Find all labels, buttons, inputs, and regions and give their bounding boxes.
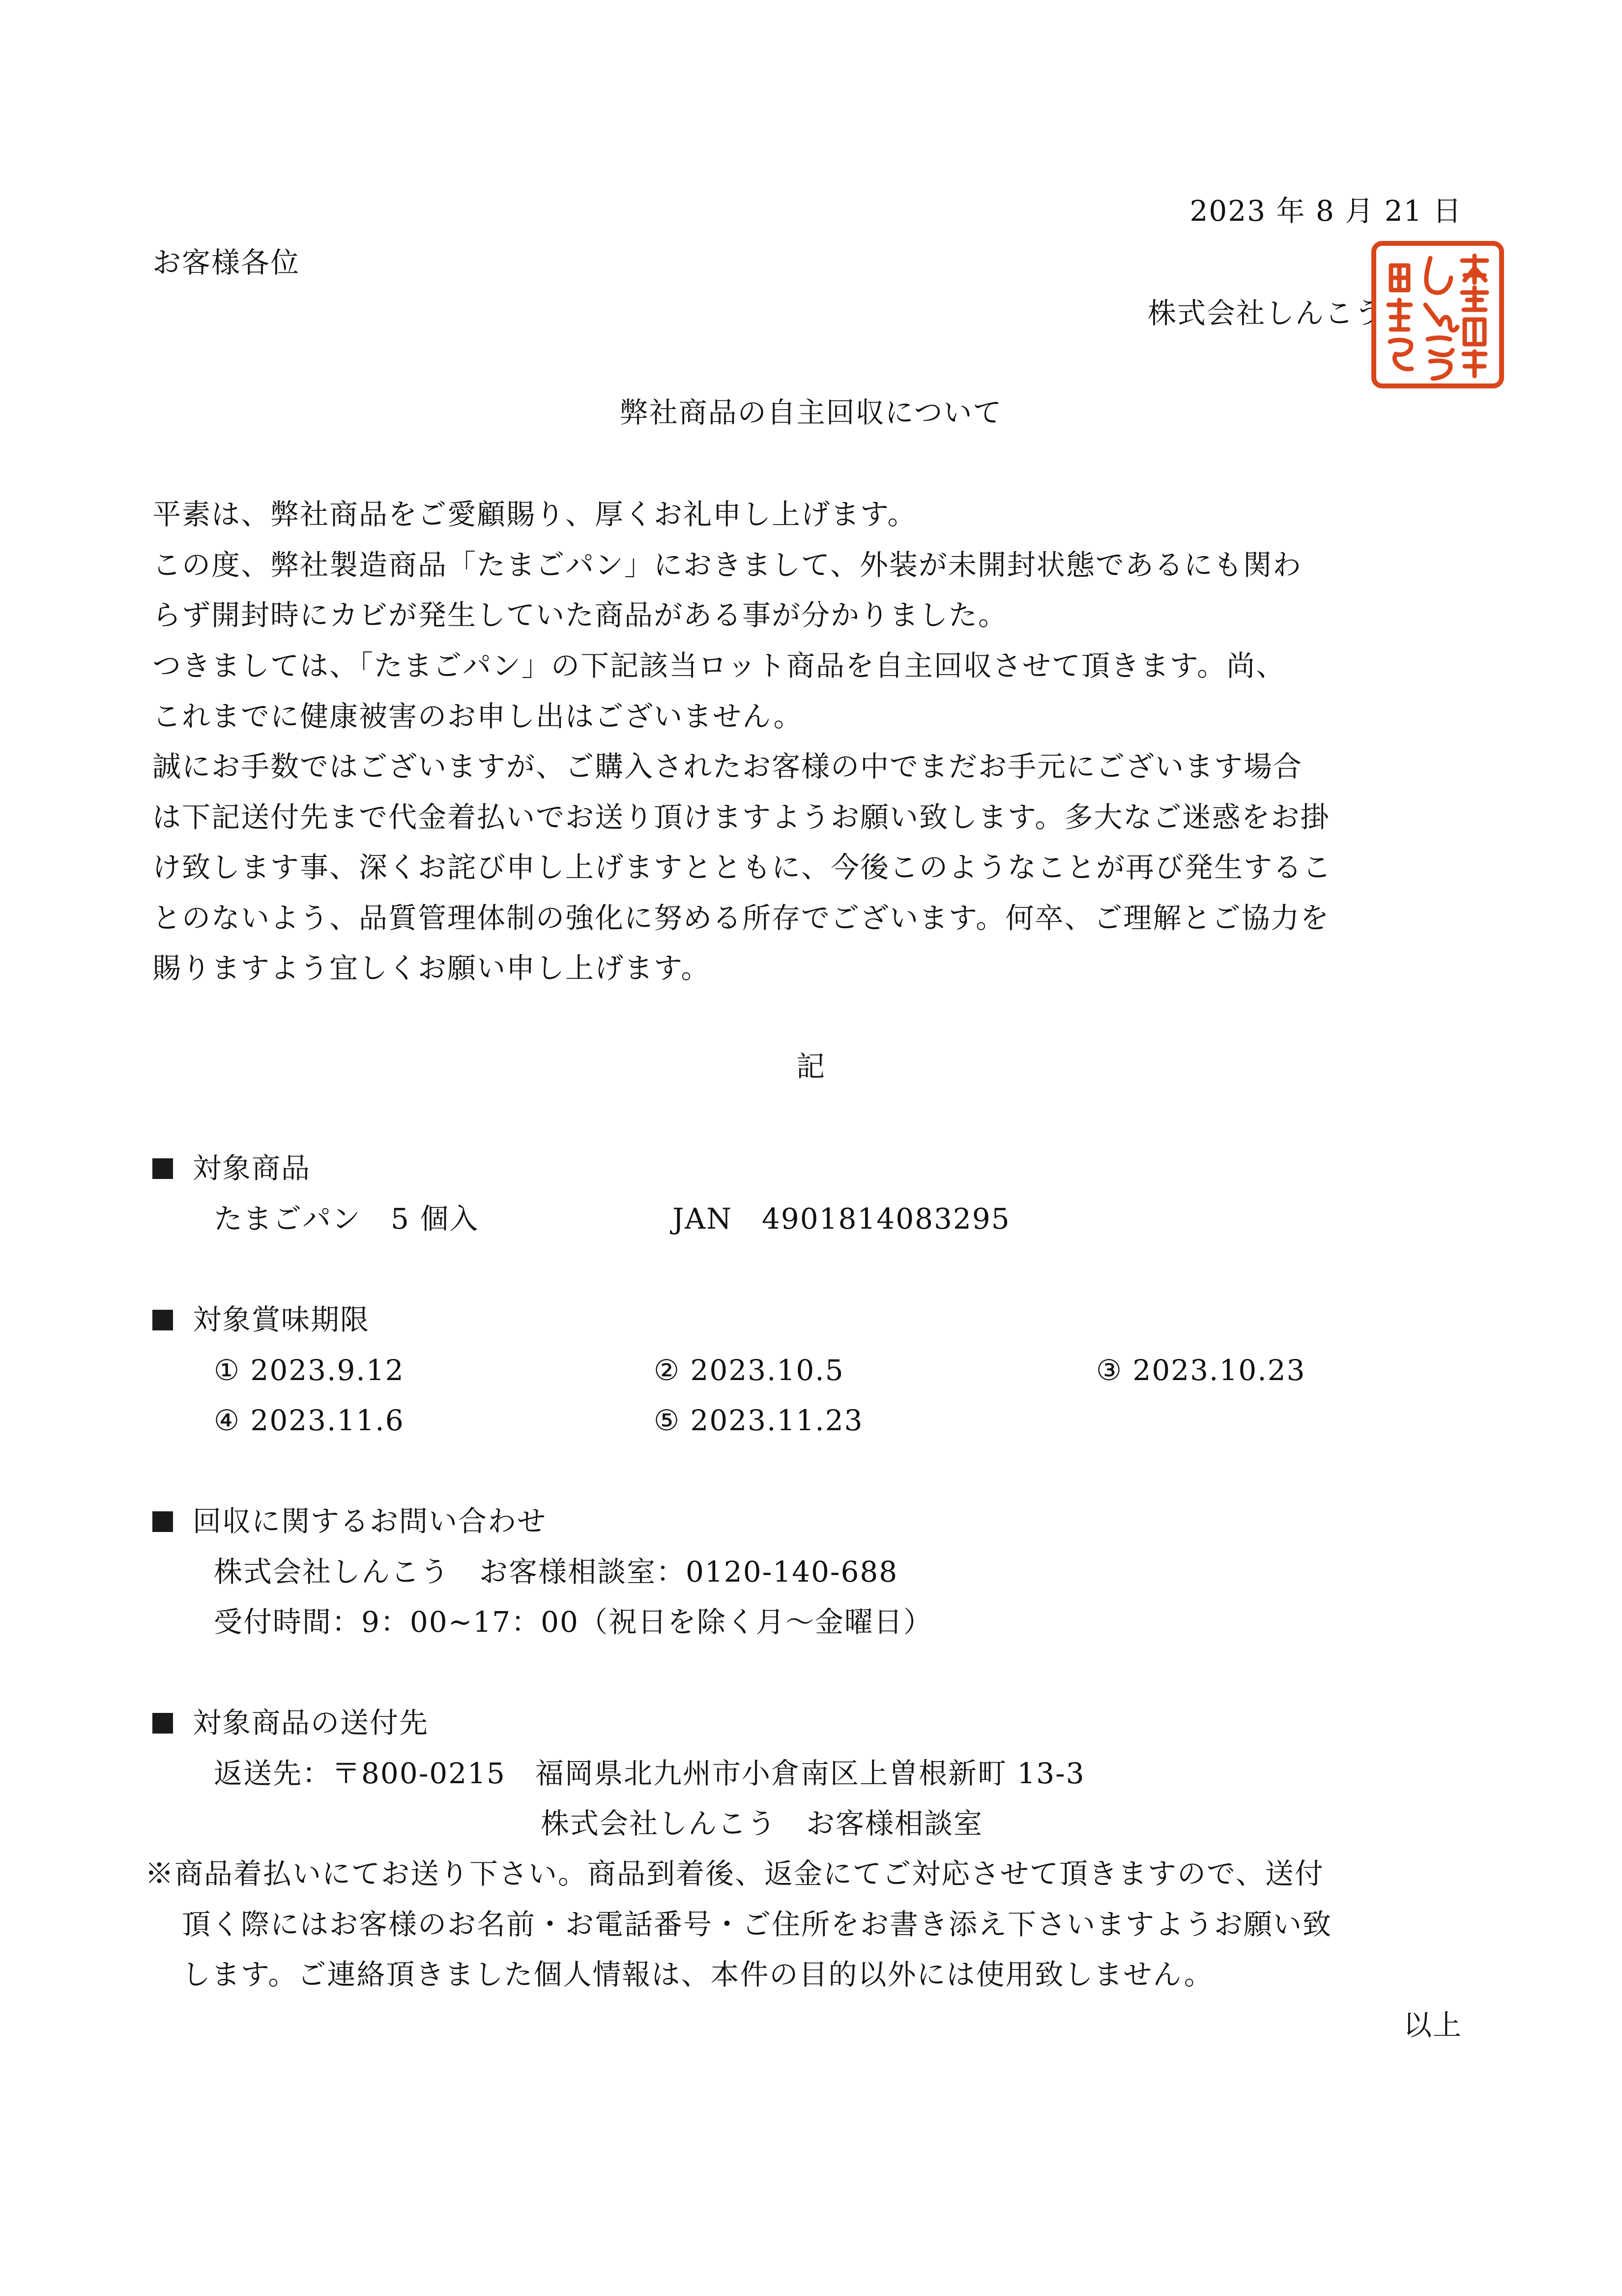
ki-heading: 記 [796,1050,826,1083]
contact-phone-line: 株式会社しんこう お客様相談室：0120-140-688 [214,1555,898,1589]
body-paragraph-3-line-2: これまでに健康被害のお申し出はございません。 [152,700,803,733]
bullet-square-icon [152,1310,173,1330]
body-paragraph-4-line-1: 誠にお手数ではございますが、ご購入されたお客様の中でまだお手元にございます場合 [152,750,1303,783]
section-recall-contact [152,1504,547,1538]
expiry-date-item: ③ 2023.10.23 [1096,1354,1306,1387]
note-line-3: します。ご連絡頂きました個人情報は、本件の目的以外には使用致しません。 [182,1958,1214,1991]
product-jan-code: JAN 4901814083295 [672,1202,1011,1236]
body-paragraph-4-line-5: 賜りますよう宜しくお願い申し上げます。 [152,951,711,985]
product-name: たまごパン 5 個入 [214,1202,479,1236]
note-line-2: 頂く際にはお客様のお名前・お電話番号・ご住所をお書き添え下さいますようお願い致 [182,1908,1332,1941]
body-paragraph-4-line-3: け致します事、深くお詫び申し上げますとともに、今後このようなことが再び発生するこ [152,851,1332,884]
section-heading: 回収に関するお問い合わせ [193,1504,547,1538]
document-date: 2023 年 8 月 21 日 [1189,194,1462,228]
body-paragraph-4-line-4: とのないよう、品質管理体制の強化に努める所存でございます。何卒、ご理解とご協力を [152,901,1330,935]
shipping-address-line: 返送先：〒800-0215 福岡県北九州市小倉南区上曽根新町 13-3 [214,1757,1085,1790]
section-shipping-destination [152,1708,429,1737]
section-target-product [152,1151,311,1185]
bullet-square-icon [152,1713,173,1734]
body-paragraph-1: 平素は、弊社商品をご愛顧賜り、厚くお礼申し上げます。 [152,498,917,531]
expiry-date-item: ④ 2023.11.6 [214,1404,405,1437]
expiry-date-item: ⑤ 2023.11.23 [654,1404,864,1437]
section-heading: 対象商品 [193,1151,311,1185]
bullet-square-icon [152,1511,173,1532]
closing-word: 以上 [1403,2008,1462,2042]
expiry-date-item: ② 2023.10.5 [654,1354,844,1387]
issuer-company: 株式会社しんこう [1148,296,1384,330]
shipping-recipient-line: 株式会社しんこう お客様相談室 [541,1807,984,1840]
section-expiry-dates [152,1305,370,1334]
body-paragraph-3-line-1: つきましては、「たまごパン」の下記該当ロット商品を自主回収させて頂きます。尚、 [152,649,1286,682]
expiry-date-item: ① 2023.9.12 [214,1354,405,1387]
document-title: 弊社商品の自主回収について [619,396,1003,429]
bullet-square-icon [152,1158,173,1179]
body-paragraph-2-line-1: この度、弊社製造商品「たまごパン」におきまして、外装が未開封状態であるにも関わ [152,548,1302,582]
note-line-1: ※商品着払いにてお送り下さい。商品到着後、返金にてご対応させて頂きますので、送付 [145,1857,1324,1890]
body-paragraph-4-line-2: は下記送付先まで代金着払いでお送り頂けますようお願い致します。多大なご迷惑をお掛 [152,800,1330,834]
contact-hours-line: 受付時間：9：00~17：00（祝日を除く月～金曜日） [214,1605,933,1639]
section-heading: 対象賞味期限 [193,1303,370,1336]
body-paragraph-2-line-2: らず開封時にカビが発生していた商品がある事が分かりました。 [152,598,1008,632]
seal-icon [1376,246,1499,383]
company-seal-stamp [1371,241,1504,388]
section-heading: 対象商品の送付先 [193,1706,429,1739]
recipient: お客様各位 [152,246,300,279]
